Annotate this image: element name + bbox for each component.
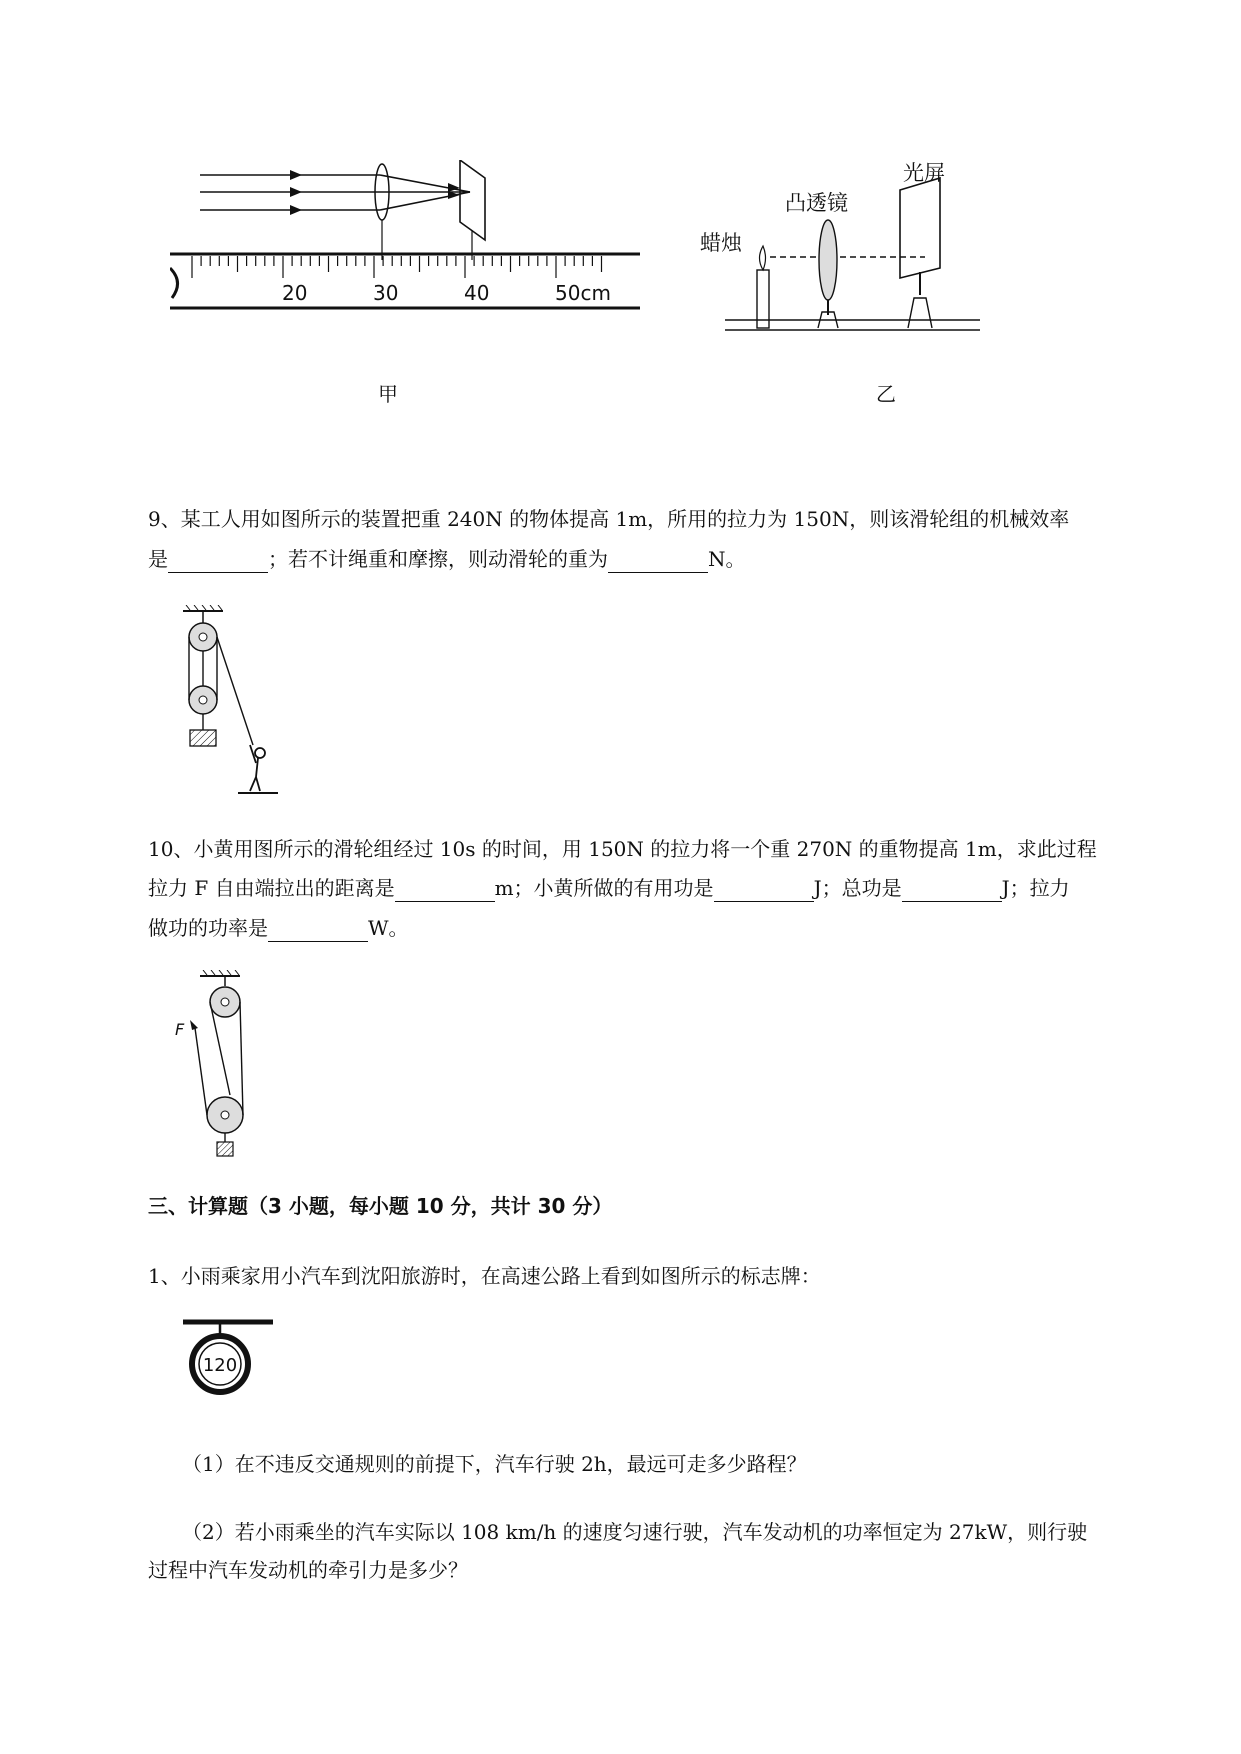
figure-pulley-force: [170, 970, 260, 1160]
q10-blank-useful-work[interactable]: [714, 879, 814, 902]
worker-figure: [250, 745, 265, 791]
ruler-label-40: 40: [464, 281, 490, 305]
weight-block: [217, 1142, 233, 1156]
q10-text-b: m；小黄所做的有用功是: [494, 876, 714, 900]
calc1-sub-2-line-1: （2）若小雨乘坐的汽车实际以 108 km/h 的速度匀速行驶，汽车发动机的功率恒定为 27kW，则行驶: [182, 1520, 1088, 1544]
caption-jia: 甲: [378, 382, 398, 406]
q9-text-b: ；若不计绳重和摩擦，则动滑轮的重为: [268, 547, 608, 571]
figure-speed-sign: [178, 1318, 288, 1398]
q9-blank-efficiency[interactable]: [168, 550, 268, 573]
label-lens: 凸透镜: [785, 191, 848, 215]
ruler-label-20: 20: [282, 281, 308, 305]
light-screen: [900, 178, 940, 328]
caption-yi: 乙: [876, 382, 896, 406]
figure-lens-ruler: [170, 160, 650, 360]
convex-lens: [818, 220, 838, 328]
q9-line-2: [148, 545, 746, 573]
q10-text-c: J；总功是: [813, 876, 902, 900]
ruler-label-50cm: 50cm: [555, 281, 611, 305]
light-rays: [200, 175, 470, 210]
q10-blank-power[interactable]: [268, 919, 368, 942]
label-screen: 光屏: [903, 161, 945, 185]
figure-optical-bench: [700, 160, 1000, 340]
q10-line-1: 10、小黄用图所示的滑轮组经过 10s 的时间，用 150N 的拉力将一个重 270N 的重物提高 1m，求此过程: [148, 837, 1097, 861]
weight-block: [190, 730, 216, 746]
candle: [757, 246, 769, 328]
q9-text-c: N。: [708, 547, 746, 571]
q9-text-a: 是: [148, 547, 168, 571]
q10-text-d: J；拉力: [1001, 876, 1070, 900]
q10-text-f: W。: [368, 916, 409, 940]
figure-pulley-worker: [178, 605, 288, 795]
q10-blank-total-work[interactable]: [902, 879, 1002, 902]
q10-line-2: [148, 874, 1070, 902]
calc1-sub-1: （1）在不违反交通规则的前提下，汽车行驶 2h，最远可走多少路程？: [182, 1452, 807, 1476]
label-candle: 蜡烛: [700, 231, 742, 255]
section-heading-calc: 三、计算题（3 小题，每小题 10 分，共计 30 分）: [148, 1194, 613, 1218]
ruler-label-30: 30: [373, 281, 399, 305]
speed-limit-value: 120: [202, 1355, 238, 1376]
q9-blank-pulley-weight[interactable]: [608, 550, 708, 573]
calc1-sub-2-line-2: 过程中汽车发动机的牵引力是多少？: [148, 1558, 468, 1582]
q10-blank-distance[interactable]: [395, 879, 495, 902]
light-screen: [460, 160, 485, 240]
q9-line-1: 9、某工人用如图所示的装置把重 240N 的物体提高 1m，所用的拉力为 150N，则该滑轮组的机械效率: [148, 507, 1070, 531]
q10-text-a: 拉力 F 自由端拉出的距离是: [148, 876, 395, 900]
force-label-f: F: [175, 1020, 185, 1039]
calc1-intro: 1、小雨乘家用小汽车到沈阳旅游时，在高速公路上看到如图所示的标志牌：: [148, 1264, 821, 1288]
q10-text-e: 做功的功率是: [148, 916, 268, 940]
q10-line-3: [148, 914, 409, 942]
